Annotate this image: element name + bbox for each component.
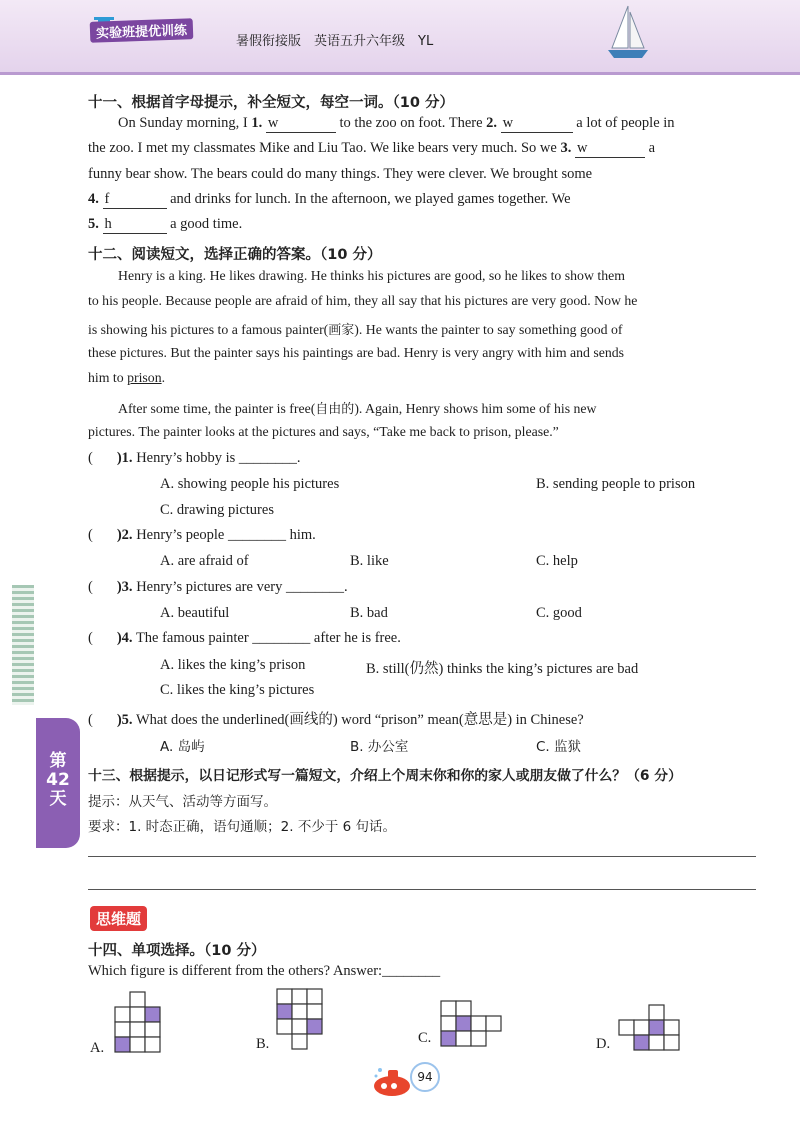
- section-11-title: 十一、根据首字母提示，补全短文，每空一词。（10 分）: [88, 95, 454, 111]
- passage-line-3: funny bear show. The bears could do many things. They were clever. We brought some: [88, 166, 593, 182]
- passage-line-5: 5. h a good time.: [88, 216, 243, 232]
- figure-c[interactable]: [440, 1000, 502, 1050]
- section-13-hint: 提示：从天气、活动等方面写。: [88, 794, 277, 810]
- figure-d[interactable]: [618, 1004, 680, 1054]
- question-1: ( )1. Henry’s hobby is ________.: [88, 450, 301, 466]
- blank-4[interactable]: f: [103, 191, 167, 209]
- passage-line-1: On Sunday morning, I 1. w to the zoo on foot. There 2. w a lot of people in: [118, 115, 675, 131]
- reading-line-4: these pictures. But the painter says his paintings are bad. Henry is very angry with him and sends: [88, 345, 625, 360]
- q5-option-c[interactable]: C. 监狱: [536, 739, 582, 755]
- q3-option-c[interactable]: C. good: [536, 605, 582, 621]
- brand-title: 实验班提优训练: [90, 18, 194, 43]
- blank-3[interactable]: w: [575, 140, 645, 158]
- day-tab: [36, 718, 80, 848]
- q5-option-b[interactable]: B. 办公室: [350, 739, 409, 755]
- sailboat-icon: [604, 4, 652, 64]
- passage-line-2: the zoo. I met my classmates Mike and Liu Tao. We like bears very much. So we 3. w a: [88, 140, 656, 156]
- section-14-title: 十四、单项选择。（10 分）: [88, 943, 266, 959]
- reading-line-6: After some time, the painter is free(自由的). Again, Henry shows him some of his new: [118, 401, 597, 417]
- section-13-title: 十三、根据提示，以日记形式写一篇短文，介绍上个周末你和你的家人或朋友做了什么？（6 分）: [88, 768, 682, 784]
- question-3: ( )3. Henry’s pictures are very ________.: [88, 579, 348, 595]
- reading-line-7: pictures. The painter looks at the pictures and says, “Take me back to prison, please.”: [88, 424, 559, 439]
- figure-a[interactable]: [114, 991, 162, 1057]
- q3-option-b[interactable]: B. bad: [350, 605, 388, 621]
- q2-option-c[interactable]: C. help: [536, 553, 578, 569]
- day-tab-suffix: 天: [49, 789, 67, 809]
- day-tab-number: 42: [46, 770, 70, 790]
- blank-5[interactable]: h: [103, 216, 167, 234]
- q3-option-a[interactable]: A. beautiful: [160, 605, 230, 621]
- q4-option-c[interactable]: C. likes the king’s pictures: [160, 682, 315, 698]
- book-subtitle: 暑假衔接版 英语五升六年级 YL: [236, 34, 434, 49]
- reading-line-3: is showing his pictures to a famous painter(画家). He wants the painter to say something good of: [88, 322, 623, 338]
- figure-question: Which figure is different from the others? Answer:________: [88, 963, 441, 979]
- question-5: ( )5. What does the underlined(画线的) word “prison” mean(意思是) in Chinese?: [88, 712, 584, 728]
- figure-b[interactable]: [276, 988, 324, 1052]
- thinking-badge: 思维题: [90, 906, 147, 931]
- passage-line-4: 4. f and drinks for lunch. In the afternoon, we played games together. We: [88, 191, 571, 207]
- q1-option-c[interactable]: C. drawing pictures: [160, 502, 274, 518]
- q4-option-a[interactable]: A. likes the king’s prison: [160, 657, 306, 673]
- q5-option-a[interactable]: A. 岛屿: [160, 739, 205, 755]
- figure-a-label: A.: [90, 1040, 105, 1056]
- q2-option-a[interactable]: A. are afraid of: [160, 553, 249, 569]
- reading-line-2: to his people. Because people are afraid of him, they all say that his pictures are very good. Now he: [88, 293, 638, 308]
- question-4: ( )4. The famous painter ________ after he is free.: [88, 630, 401, 646]
- reading-line-1: Henry is a king. He likes drawing. He thinks his pictures are good, so he likes to show them: [118, 268, 625, 283]
- page-edge-decoration: [12, 585, 34, 705]
- figure-c-label: C.: [418, 1030, 432, 1046]
- section-13-requirements: 要求：1. 时态正确，语句通顺；2. 不少于 6 句话。: [88, 819, 397, 835]
- writing-line-1[interactable]: [88, 856, 756, 857]
- page-number: 94: [410, 1062, 440, 1092]
- q4-option-b[interactable]: B. still(仍然) thinks the king’s pictures are bad: [366, 661, 639, 677]
- question-2: ( )2. Henry’s people ________ him.: [88, 527, 316, 543]
- writing-line-2[interactable]: [88, 889, 756, 890]
- day-tab-prefix: 第: [49, 751, 67, 771]
- q2-option-b[interactable]: B. like: [350, 553, 389, 569]
- figure-d-label: D.: [596, 1036, 611, 1052]
- blank-1[interactable]: w: [266, 115, 336, 133]
- reading-line-5: him to prison.: [88, 370, 166, 385]
- figure-b-label: B.: [256, 1036, 270, 1052]
- section-12-title: 十二、阅读短文，选择正确的答案。（10 分）: [88, 247, 382, 263]
- q1-option-a[interactable]: A. showing people his pictures: [160, 476, 340, 492]
- q1-option-b[interactable]: B. sending people to prison: [536, 476, 696, 492]
- blank-2[interactable]: w: [501, 115, 573, 133]
- header-divider: [0, 72, 800, 75]
